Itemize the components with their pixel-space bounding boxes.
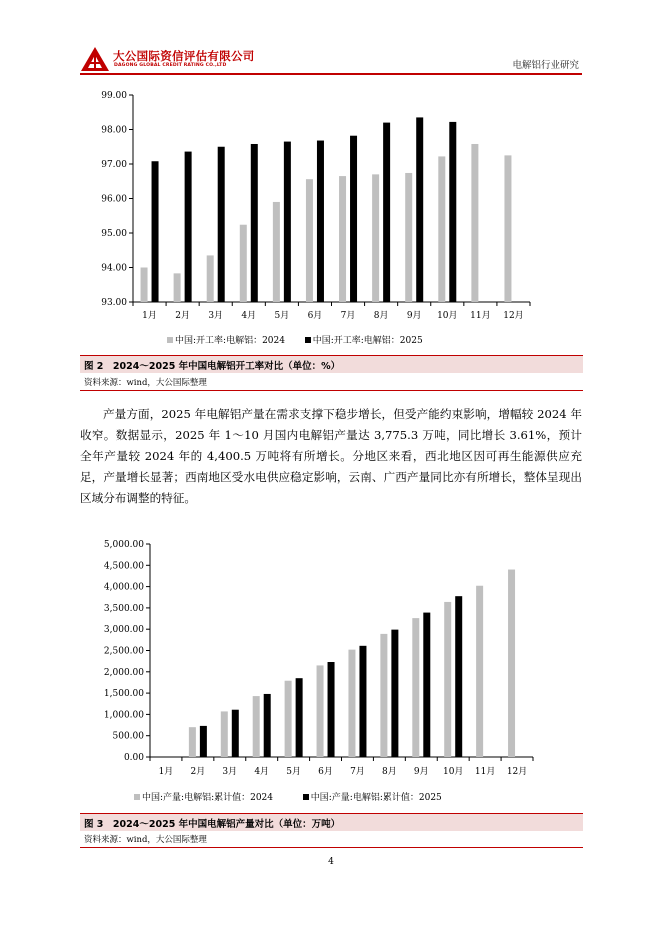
c1-bar-2024 (339, 176, 346, 302)
c1-y-tick-label: 98.00 (101, 125, 127, 136)
c1-bar-2024 (141, 268, 148, 303)
c1-bar-2024 (174, 273, 181, 302)
legend-label-2025: 中国:开工率:电解铝：2025 (312, 336, 423, 346)
figure3-caption-bar (80, 813, 583, 831)
c2-x-tick-label: 3月 (222, 767, 238, 777)
c2-x-tick-label: 2月 (190, 767, 206, 777)
c1-bar-2025 (449, 122, 456, 302)
c2-bar-2025 (232, 710, 239, 757)
c1-x-tick-label: 7月 (340, 311, 356, 321)
c2-bar-2024 (476, 586, 483, 757)
c1-bar-2025 (284, 142, 291, 302)
c1-x-tick-label: 2月 (175, 311, 190, 321)
c1-bar-2025 (416, 117, 423, 302)
c2-x-tick-label: 7月 (350, 767, 365, 777)
c2-bar-2025 (296, 678, 303, 757)
body-paragraph: 产量方面，2025 年电解铝产量在需求支撑下稳步增长，但受产能约束影响，增幅较 2024 年收窄。数据显示，2025 年 1～10 月国内电解铝产量达 3,775.3 万吨，同比增长 3.61%，预计全年产量较 2024 年的 4,400.5 万吨将有所增长。分地区来看，西北地区因可再生能源供应充足，产量增长显著；西南地区受水电供应稳定影响，云南、广西产量同比亦有所增长，整体呈现出区域分布调整的特征。 (80, 407, 582, 505)
c2-x-tick-label: 12月 (506, 767, 528, 777)
company-name-cn: 大公国际资信评估有限公司 (113, 49, 255, 63)
c1-x-tick-label: 11月 (470, 311, 491, 321)
c1-x-tick-label: 3月 (208, 311, 224, 321)
legend-swatch-2024 (167, 337, 173, 343)
c1-y-tick-label: 99.00 (101, 91, 127, 101)
c2-x-tick-label: 11月 (474, 767, 496, 777)
c2-y-tick-label: 4,000.00 (103, 582, 144, 593)
c2-bar-2024 (508, 570, 515, 757)
c1-bar-2025 (350, 136, 357, 302)
production-chart-svg (0, 535, 662, 790)
chart1-legend (167, 333, 423, 346)
c2-y-tick-label: 4,500.00 (103, 561, 144, 572)
legend-swatch-2025 (303, 794, 309, 800)
figure3-source: 资料来源：wind，大公国际整理 (84, 835, 207, 845)
c1-x-tick-label: 4月 (241, 311, 257, 321)
c2-x-tick-label: 4月 (254, 767, 270, 777)
c1-bar-2024 (372, 174, 379, 302)
c1-x-tick-label: 8月 (373, 311, 389, 321)
c2-x-tick-label: 8月 (382, 767, 397, 777)
figure3-source-divider (80, 847, 583, 848)
c1-bar-2024 (405, 173, 412, 302)
dagong-logo-icon (80, 46, 110, 72)
c1-y-tick-label: 96.00 (101, 194, 127, 205)
c1-x-tick-label: 12月 (503, 311, 524, 321)
c2-x-tick-label: 5月 (286, 767, 301, 777)
c2-bar-2024 (221, 711, 228, 757)
figure3-caption: 图 3 2024～2025 年中国电解铝产量对比（单位：万吨） (84, 819, 341, 830)
c2-y-tick-label: 0.00 (123, 753, 144, 763)
c1-bar-2025 (317, 141, 324, 302)
c2-bar-2025 (264, 694, 271, 757)
c2-bar-2025 (359, 646, 366, 757)
c1-y-tick-label: 97.00 (101, 160, 127, 170)
c2-bar-2024 (285, 681, 292, 757)
c1-bar-2024 (207, 255, 214, 302)
legend-label-2024: 中国:开工率:电解铝：2024 (175, 336, 285, 346)
utilization-rate-chart (0, 80, 662, 352)
c1-x-tick-label: 6月 (307, 311, 323, 321)
c2-y-tick-label: 500.00 (112, 731, 144, 742)
page-header (0, 0, 662, 80)
c1-y-tick-label: 94.00 (101, 263, 127, 274)
figure2-source: 资料来源：wind，大公国际整理 (84, 378, 207, 388)
legend-label-2025: 中国:产量:电解铝:累计值：2025 (310, 793, 442, 803)
c2-y-tick-label: 1,500.00 (103, 689, 144, 700)
c1-bar-2025 (251, 144, 258, 302)
c2-bar-2025 (455, 596, 462, 757)
c2-y-tick-label: 2,500.00 (103, 646, 144, 657)
c2-x-tick-label: 1月 (158, 767, 174, 777)
c2-bar-2024 (444, 602, 451, 757)
c2-x-tick-label: 10月 (442, 767, 464, 777)
c2-bar-2024 (253, 696, 260, 757)
c2-y-tick-label: 2,000.00 (103, 667, 144, 678)
header-divider (80, 73, 582, 75)
c2-y-tick-label: 3,500.00 (103, 603, 144, 614)
c2-bar-2025 (391, 630, 398, 757)
c1-bar-2024 (471, 144, 478, 302)
c2-bar-2024 (317, 665, 324, 757)
c1-bar-2025 (218, 147, 225, 302)
c1-x-tick-label: 10月 (437, 311, 458, 321)
c2-bar-2024 (412, 618, 419, 757)
c1-bar-2025 (185, 152, 192, 302)
c2-bar-2025 (328, 662, 335, 757)
c1-bar-2025 (152, 161, 159, 302)
page-number: 4 (328, 857, 334, 867)
figure2-source-divider (80, 390, 583, 391)
c1-y-tick-label: 95.00 (101, 229, 127, 239)
c1-bar-2025 (383, 123, 390, 302)
c1-bar-2024 (306, 179, 313, 302)
figure2-caption: 图 2 2024～2025 年中国电解铝开工率对比（单位：%） (84, 361, 341, 372)
legend-label-2024: 中国:产量:电解铝:累计值：2024 (142, 793, 274, 803)
c1-x-tick-label: 5月 (274, 311, 290, 321)
report-title: 电解铝行业研究 (512, 60, 579, 71)
c2-x-tick-label: 6月 (318, 767, 333, 777)
c2-bar-2024 (380, 634, 387, 757)
c2-y-tick-label: 3,000.00 (103, 625, 144, 636)
company-name-en: DAGONG GLOBAL CREDIT RATING CO.,LTD (114, 63, 227, 68)
c2-bar-2024 (348, 650, 355, 757)
legend-swatch-2025 (305, 337, 311, 343)
c1-x-tick-label: 1月 (142, 311, 157, 321)
chart2-legend (134, 790, 442, 803)
c2-y-tick-label: 1,000.00 (103, 710, 144, 721)
figure2-caption-bar (80, 355, 583, 373)
c2-bar-2024 (189, 727, 196, 757)
c1-y-tick-label: 93.00 (101, 298, 127, 308)
utilization-rate-chart-svg (0, 80, 662, 330)
c1-bar-2024 (273, 202, 280, 302)
production-chart (0, 535, 662, 810)
legend-swatch-2024 (134, 794, 140, 800)
c1-bar-2024 (438, 156, 445, 302)
c1-x-tick-label: 9月 (406, 311, 422, 321)
c1-bar-2024 (504, 155, 511, 302)
c2-y-tick-label: 5,000.00 (103, 540, 144, 550)
c1-bar-2024 (240, 225, 247, 302)
c2-x-tick-label: 9月 (413, 767, 429, 777)
c2-bar-2025 (200, 726, 207, 757)
c2-bar-2025 (423, 613, 430, 757)
